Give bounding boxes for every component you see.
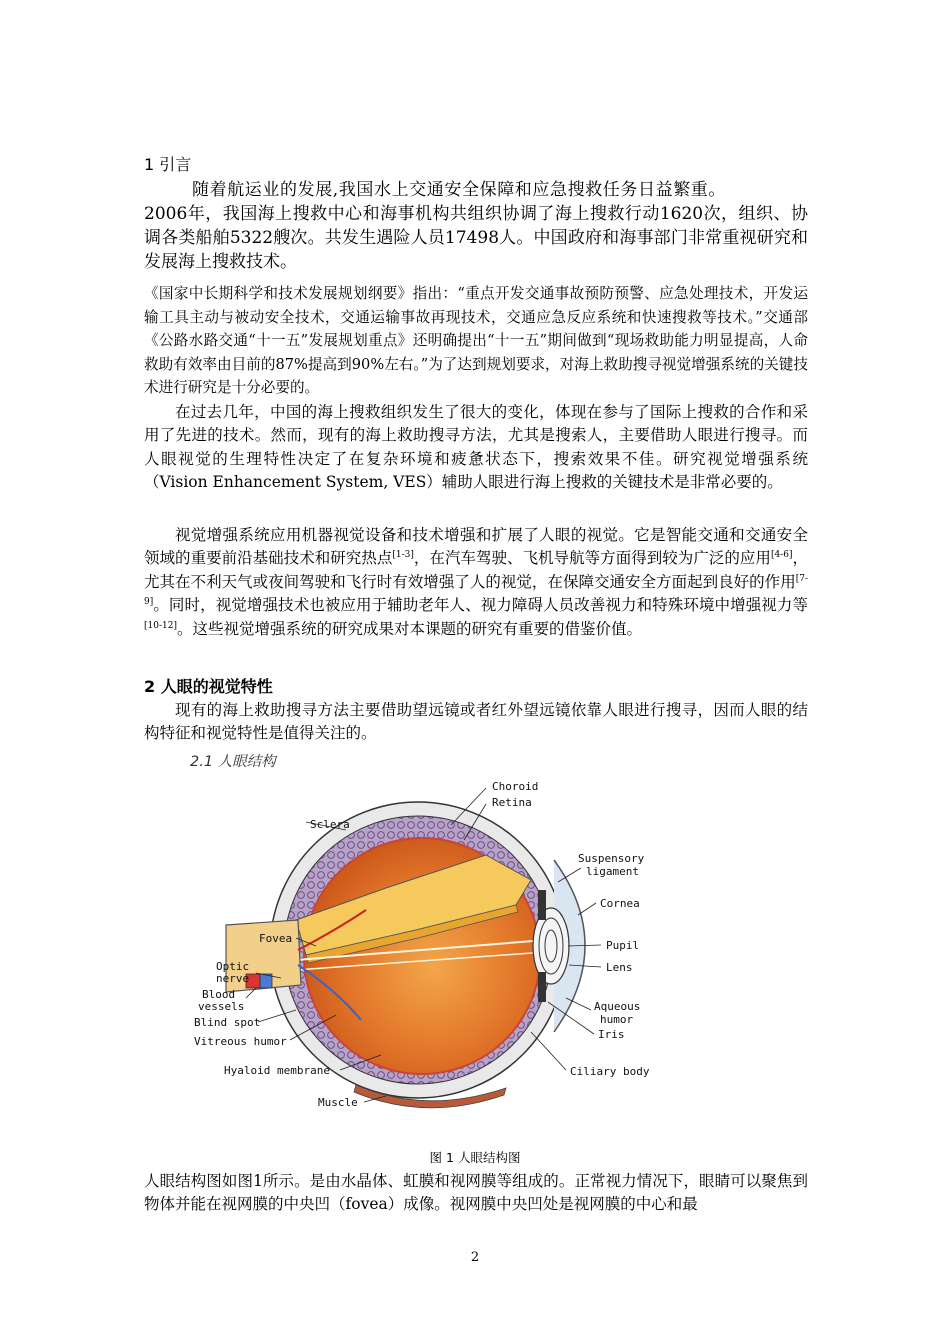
citation: [7-9] (144, 573, 808, 608)
section-2-heading: 2 人眼的视觉特性 (144, 677, 273, 696)
text-run: 。同时，视觉增强技术也被应用于辅助老年人、视力障碍人员改善视力和特殊环境中增强视力等 (153, 596, 808, 615)
label-suspensory-2: ligament (586, 865, 639, 878)
label-hyaloid: Hyaloid membrane (224, 1064, 330, 1077)
section-2-paragraph-1: 现有的海上救助搜寻方法主要借助望远镜或者红外望远镜依靠人眼进行搜寻，因而人眼的结构特征和视觉特性是值得关注的。 (144, 701, 808, 743)
eye-structure-figure (186, 770, 656, 1120)
section-1-heading: 1 引言 (144, 155, 192, 174)
section-1-paragraph-1 (144, 178, 808, 274)
section-1-paragraph-1-continued: 《国家中长期科学和技术发展规划纲要》指出：“重点开发交通事故预防预警、应急处理技术，开发运输工具主动与被动安全技术，交通运输事故再现技术，交通应急反应系统和快速搜救等技术。”交通部《公路水路交通“十一五”发展规划重点》还明确提出“十一五”期间做到“现场救助能力明显提高，人命救助有效率由目前的87%提高到90%左右。”为了达到规划要求，对海上救助搜寻视觉增强系统的关键技术进行研究是十分必要的。 (144, 285, 808, 397)
citation: [10-12] (144, 620, 177, 631)
label-optic-2: nerve (216, 972, 250, 985)
section-1-paragraph-3 (144, 524, 808, 641)
label-muscle: Muscle (318, 1096, 358, 1109)
text-run: 。这些视觉增强系统的研究成果对本课题的研究有重要的借鉴价值。 (176, 619, 642, 638)
label-cornea: Cornea (600, 897, 640, 910)
label-lens: Lens (606, 961, 633, 974)
label-retina: Retina (492, 796, 532, 809)
figure-caption: 图 1 人眼结构图 (429, 1150, 521, 1165)
paragraph-first-line: 随着航运业的发展,我国水上交通安全保障和应急搜救任务日益繁重。 (192, 180, 727, 200)
text-run: ，尤其在不利天气或夜间驾驶和飞行时有效增强了人的视觉，在保障交通安全方面起到良好的作用 (144, 549, 808, 591)
citation: [1-3] (392, 550, 414, 561)
label-sclera: Sclera (310, 818, 350, 831)
label-suspensory-1: Suspensory (578, 852, 645, 865)
label-fovea: Fovea (259, 932, 293, 945)
text-run: ，在汽车驾驶、飞机导航等方面得到较为广泛的应用 (413, 549, 771, 568)
label-aqueous-2: humor (600, 1013, 634, 1026)
label-blood-1: Blood (202, 988, 236, 1001)
iris-upper (538, 890, 546, 920)
paragraph-body: 2006年，我国海上搜救中心和海事机构共组织协调了海上搜救行动1620次，组织、协调各类船舶5322艘次。共发生遇险人员17498人。中国政府和海事部门非常重视研究和发展海上搜救技术。 (144, 204, 808, 272)
text-run: 视觉增强系统应用机器视觉设备和技术增强和扩展了人眼的视觉。它是智能交通和交通安全领域的重要前沿基础技术和研究热点 (144, 526, 808, 568)
label-vitreous: Vitreous humor (194, 1035, 287, 1048)
label-blind-spot: Blind spot (194, 1016, 261, 1029)
iris-lower (538, 972, 546, 1002)
page-number: 2 (470, 1250, 480, 1265)
label-pupil: Pupil (606, 939, 640, 952)
section-1-paragraph-2: 在过去几年，中国的海上搜救组织发生了很大的变化，体现在参与了国际上搜救的合作和采用了先进的技术。然而，现有的海上救助搜寻方法，尤其是搜索人，主要借助人眼进行搜寻。而人眼视觉的生理特性决定了在复杂环境和疲惫状态下，搜索效果不佳。研究视觉增强系统（Vision Enhancement System, VES）辅助人眼进行海上搜救的关键技术是非常必要的。 (144, 403, 808, 492)
label-optic-1: Optic (216, 960, 250, 973)
citation: [4-6] (770, 550, 793, 561)
label-iris: Iris (598, 1028, 625, 1041)
label-ciliary: Ciliary body (570, 1065, 650, 1078)
label-blood-2: vessels (198, 1000, 245, 1013)
label-choroid: Choroid (492, 780, 539, 793)
label-aqueous-1: Aqueous (594, 1000, 641, 1013)
subsection-2-1-heading: 2.1 人眼结构 (190, 754, 276, 770)
section-2-paragraph-2: 人眼结构图如图1所示。是由水晶体、虹膜和视网膜等组成的。正常视力情况下，眼睛可以聚焦到物体并能在视网膜的中央凹（fovea）成像。视网膜中央凹处是视网膜的中心和最 (144, 1172, 808, 1214)
